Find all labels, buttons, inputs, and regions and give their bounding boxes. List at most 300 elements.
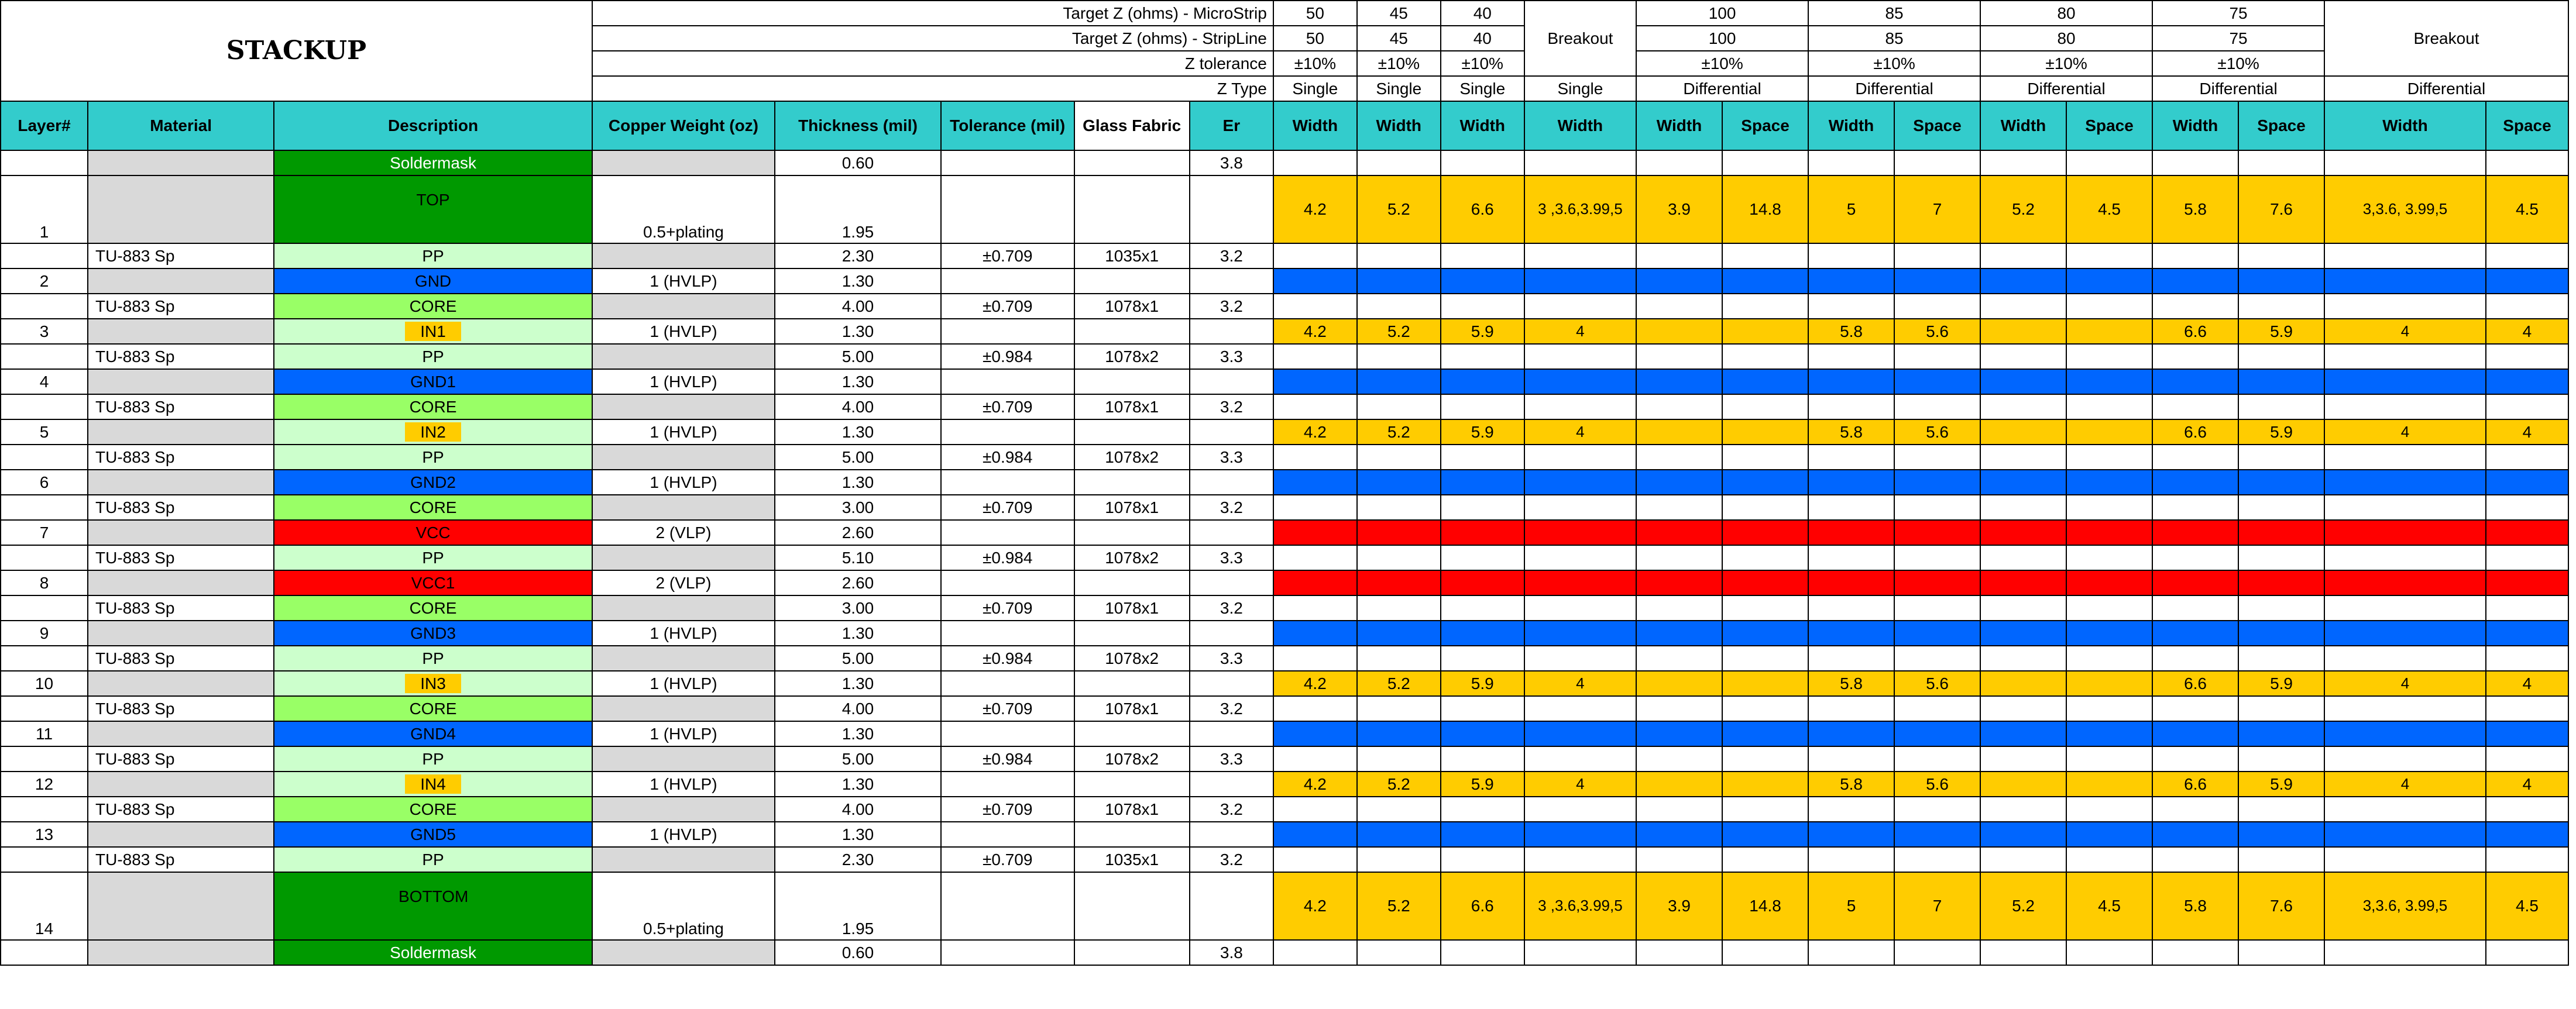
tolerance-value: ±0.709 [941,797,1074,822]
target-value: 40 [1441,1,1524,26]
stackup-body [1,150,2568,965]
er-value [1190,671,1273,696]
layer-description: PP [274,746,592,772]
impedance-cell [1894,268,1980,294]
impedance-cell [1980,721,2066,746]
copper-weight [592,394,775,419]
impedance-cell: 4 [1524,671,1636,696]
impedance-cell [1722,797,1808,822]
impedance-cell [2152,940,2238,965]
impedance-cell [1524,746,1636,772]
er-value: 3.3 [1190,445,1273,470]
impedance-cell [1894,445,1980,470]
thickness-value: 1.30 [775,822,941,847]
material-cell [88,369,274,394]
impedance-cell [1273,243,1357,268]
thickness-value: 1.30 [775,772,941,797]
tolerance-value: ±0.984 [941,445,1074,470]
impedance-cell [2152,646,2238,671]
impedance-cell [1273,621,1357,646]
impedance-cell [2066,419,2152,445]
impedance-cell [1722,268,1808,294]
impedance-cell [1808,520,1894,545]
impedance-cell [1808,595,1894,621]
impedance-cell: 14.8 [1722,872,1808,940]
tolerance-value: ±0.709 [941,394,1074,419]
tolerance-value [941,940,1074,965]
impedance-cell: 4 [2486,671,2568,696]
impedance-cell [2152,847,2238,872]
impedance-cell [2152,344,2238,369]
impedance-cell [1441,369,1524,394]
thickness-value: 5.00 [775,445,941,470]
impedance-cell [2238,595,2324,621]
impedance-cell [1273,545,1357,570]
stack-row [1,419,2568,445]
glass-fabric [1074,872,1190,940]
thickness-value: 4.00 [775,394,941,419]
layer-description [274,772,592,797]
material-cell: TU-883 Sp [88,545,274,570]
impedance-cell [1636,721,1722,746]
layer-number [1,847,88,872]
impedance-cell [2324,646,2486,671]
impedance-cell [2066,445,2152,470]
ztype-value: Differential [2324,76,2568,101]
tolerance-value: ±0.709 [941,595,1074,621]
tolerance-value [941,772,1074,797]
copper-weight [592,150,775,175]
impedance-cell [2324,940,2486,965]
impedance-cell [2238,243,2324,268]
impedance-cell [2066,696,2152,721]
impedance-cell [1273,570,1357,595]
impedance-cell [2486,369,2568,394]
material-cell: TU-883 Sp [88,394,274,419]
col-header-space: Space [1894,101,1980,150]
impedance-cell [1980,495,2066,520]
breakout-label: Breakout [1524,1,1636,76]
layer-description: CORE [274,294,592,319]
impedance-cell [2324,268,2486,294]
thickness-value: 4.00 [775,797,941,822]
tolerance-value: ±0.984 [941,746,1074,772]
impedance-cell [1722,520,1808,545]
impedance-cell [2238,721,2324,746]
impedance-cell [1636,797,1722,822]
impedance-cell [1980,150,2066,175]
glass-fabric: 1078x2 [1074,344,1190,369]
layer-description: Soldermask [274,150,592,175]
impedance-cell [1273,150,1357,175]
col-header-width: Width [1357,101,1441,150]
layer-description: GND [274,268,592,294]
tolerance-value [941,721,1074,746]
impedance-cell [2324,621,2486,646]
impedance-cell [1722,721,1808,746]
col-header-space: Space [2066,101,2152,150]
material-cell [88,940,274,965]
impedance-cell [1894,847,1980,872]
impedance-cell [1894,621,1980,646]
layer-description: PP [274,344,592,369]
impedance-cell [1808,570,1894,595]
impedance-cell [2066,595,2152,621]
impedance-cell: 4 [2486,419,2568,445]
glass-fabric: 1078x2 [1074,646,1190,671]
layer-number [1,797,88,822]
er-value [1190,570,1273,595]
impedance-cell [1524,621,1636,646]
tolerance-value [941,872,1074,940]
impedance-cell [2066,721,2152,746]
impedance-cell [1722,847,1808,872]
impedance-cell [1894,344,1980,369]
impedance-cell [1722,243,1808,268]
tolerance-value [941,570,1074,595]
impedance-cell: 5.2 [1980,872,2066,940]
thickness-value: 1.95 [775,872,941,940]
col-header-width: Width [1441,101,1524,150]
impedance-cell [1894,369,1980,394]
impedance-cell: 4 [1524,419,1636,445]
impedance-cell [2486,940,2568,965]
impedance-cell [2152,545,2238,570]
thickness-value: 1.30 [775,470,941,495]
impedance-cell [1894,646,1980,671]
tolerance-value: ±0.984 [941,646,1074,671]
target-value: 75 [2152,26,2324,51]
layer-description [274,671,592,696]
impedance-cell [1980,545,2066,570]
impedance-cell [2152,721,2238,746]
impedance-cell [1441,344,1524,369]
glass-fabric: 1035x1 [1074,847,1190,872]
thickness-value: 3.00 [775,495,941,520]
stack-row [1,319,2568,344]
impedance-cell [1524,150,1636,175]
er-value [1190,721,1273,746]
impedance-cell [2066,394,2152,419]
material-cell: TU-883 Sp [88,696,274,721]
stack-row [1,696,2568,721]
glass-fabric [1074,419,1190,445]
er-value [1190,772,1273,797]
impedance-cell [2324,570,2486,595]
impedance-cell [1273,696,1357,721]
impedance-cell [1524,495,1636,520]
er-value: 3.2 [1190,294,1273,319]
impedance-cell [1441,746,1524,772]
impedance-cell [1636,822,1722,847]
copper-weight [592,595,775,621]
impedance-cell [1808,797,1894,822]
impedance-cell: 6.6 [2152,419,2238,445]
col-header-width: Width [1808,101,1894,150]
impedance-cell: 3.9 [1636,872,1722,940]
col-header-layer: Layer# [1,101,88,150]
impedance-cell [2066,545,2152,570]
impedance-cell [2066,570,2152,595]
thickness-value: 5.00 [775,344,941,369]
impedance-cell [1722,671,1808,696]
impedance-cell [2152,470,2238,495]
impedance-cell [1357,797,1441,822]
impedance-cell [2238,545,2324,570]
impedance-cell [1894,822,1980,847]
impedance-cell [1808,445,1894,470]
impedance-cell [1722,621,1808,646]
impedance-cell [1524,369,1636,394]
impedance-cell [1722,445,1808,470]
layer-number: 5 [1,419,88,445]
impedance-cell [1722,344,1808,369]
layer-description: PP [274,646,592,671]
impedance-cell: 5.9 [1441,671,1524,696]
copper-weight [592,646,775,671]
impedance-cell [1273,940,1357,965]
impedance-cell [1636,470,1722,495]
header-label: Target Z (ohms) - StripLine [592,26,1273,51]
glass-fabric [1074,175,1190,243]
impedance-cell [1636,746,1722,772]
impedance-cell: 5.2 [1357,671,1441,696]
ztype-value: Differential [1980,76,2152,101]
tolerance-value: ±0.984 [941,545,1074,570]
layer-number: 4 [1,369,88,394]
impedance-cell [2066,470,2152,495]
impedance-cell [1273,394,1357,419]
tolerance-value [941,319,1074,344]
impedance-cell [1524,595,1636,621]
copper-weight: 1 (HVLP) [592,369,775,394]
material-cell [88,772,274,797]
impedance-cell [2152,394,2238,419]
impedance-cell [1357,394,1441,419]
stack-row [1,445,2568,470]
impedance-cell [1357,940,1441,965]
layer-description: CORE [274,394,592,419]
impedance-cell [2066,746,2152,772]
impedance-cell [1722,646,1808,671]
impedance-cell [1441,243,1524,268]
layer-number: 7 [1,520,88,545]
impedance-cell [1980,344,2066,369]
er-value: 3.2 [1190,495,1273,520]
tolerance-value: ±0.709 [941,696,1074,721]
impedance-cell [1357,822,1441,847]
impedance-cell: 5.8 [2152,872,2238,940]
impedance-cell: 3.9 [1636,175,1722,243]
material-cell [88,520,274,545]
impedance-cell: 7 [1894,175,1980,243]
tolerance-value [941,671,1074,696]
impedance-cell [1524,394,1636,419]
impedance-cell [2486,344,2568,369]
impedance-cell [1524,294,1636,319]
material-cell: TU-883 Sp [88,646,274,671]
impedance-cell [2066,243,2152,268]
impedance-cell [1273,797,1357,822]
glass-fabric: 1078x1 [1074,394,1190,419]
glass-fabric: 1078x2 [1074,445,1190,470]
impedance-cell [1808,495,1894,520]
stack-row [1,520,2568,545]
thickness-value: 5.00 [775,646,941,671]
impedance-cell [1894,940,1980,965]
copper-weight [592,294,775,319]
impedance-cell [2238,495,2324,520]
impedance-cell [1273,520,1357,545]
impedance-cell [2324,721,2486,746]
material-cell [88,872,274,940]
er-value: 3.2 [1190,847,1273,872]
impedance-cell: 4 [2486,319,2568,344]
impedance-cell: 4 [1524,319,1636,344]
impedance-cell [2238,294,2324,319]
copper-weight [592,797,775,822]
impedance-cell [1808,940,1894,965]
tolerance-value: ±0.709 [941,243,1074,268]
stack-row [1,797,2568,822]
impedance-cell [1808,746,1894,772]
layer-number [1,495,88,520]
impedance-cell [1273,495,1357,520]
glass-fabric: 1078x1 [1074,696,1190,721]
thickness-value: 5.10 [775,545,941,570]
impedance-cell [2238,445,2324,470]
col-header-space: Space [2238,101,2324,150]
impedance-cell: 3,3.6, 3.99,5 [2324,175,2486,243]
ztype-value: Differential [2152,76,2324,101]
glass-fabric [1074,721,1190,746]
impedance-cell [2238,746,2324,772]
impedance-cell [2486,621,2568,646]
ztype-value: Single [1357,76,1441,101]
stack-row [1,721,2568,746]
impedance-cell [1441,294,1524,319]
impedance-cell [2486,696,2568,721]
target-value: 80 [1980,1,2152,26]
thickness-value: 1.30 [775,268,941,294]
impedance-cell [1441,545,1524,570]
stack-row [1,872,2568,940]
impedance-cell [1636,419,1722,445]
impedance-cell [1636,294,1722,319]
col-header-width: Width [1636,101,1722,150]
impedance-cell [1894,570,1980,595]
impedance-cell [2486,847,2568,872]
impedance-cell [2486,721,2568,746]
impedance-cell [1894,595,1980,621]
copper-weight [592,696,775,721]
target-value: 100 [1636,26,1808,51]
tolerance-value [941,150,1074,175]
impedance-cell [1980,822,2066,847]
impedance-cell: 5.6 [1894,772,1980,797]
col-header-material: Material [88,101,274,150]
er-value: 3.3 [1190,746,1273,772]
impedance-cell: 4.5 [2066,872,2152,940]
impedance-cell [2152,150,2238,175]
impedance-cell [1441,495,1524,520]
layer-number: 1 [1,175,88,243]
impedance-cell [2152,822,2238,847]
impedance-cell [1808,621,1894,646]
impedance-cell [2486,495,2568,520]
glass-fabric [1074,470,1190,495]
glass-fabric: 1078x1 [1074,595,1190,621]
glass-fabric [1074,268,1190,294]
impedance-cell: 5.9 [1441,772,1524,797]
copper-weight: 1 (HVLP) [592,319,775,344]
impedance-cell [1357,721,1441,746]
stack-row [1,671,2568,696]
impedance-cell [2066,150,2152,175]
impedance-cell [1980,746,2066,772]
impedance-cell [1636,150,1722,175]
impedance-cell [1636,344,1722,369]
impedance-cell [1980,621,2066,646]
layer-number: 3 [1,319,88,344]
impedance-cell: 6.6 [2152,772,2238,797]
glass-fabric [1074,319,1190,344]
impedance-cell [2152,520,2238,545]
impedance-cell [1722,369,1808,394]
signal-pad: IN2 [405,422,461,442]
copper-weight: 1 (HVLP) [592,470,775,495]
breakout-label: Breakout [2324,1,2568,76]
tolerance-value [941,822,1074,847]
er-value [1190,520,1273,545]
impedance-cell: 5.9 [2238,772,2324,797]
impedance-cell: 5.8 [1808,319,1894,344]
col-header-width: Width [2152,101,2238,150]
layer-number: 6 [1,470,88,495]
impedance-cell [1441,940,1524,965]
impedance-cell [1722,595,1808,621]
thickness-value: 1.30 [775,319,941,344]
impedance-cell [2152,621,2238,646]
signal-pad: IN1 [405,322,461,341]
impedance-cell [2152,746,2238,772]
er-value: 3.2 [1190,394,1273,419]
impedance-cell [1808,150,1894,175]
impedance-cell [1357,746,1441,772]
impedance-cell [2152,696,2238,721]
thickness-value: 3.00 [775,595,941,621]
impedance-cell [2152,243,2238,268]
material-cell: TU-883 Sp [88,595,274,621]
material-cell: TU-883 Sp [88,847,274,872]
impedance-cell [2152,495,2238,520]
impedance-cell [1894,495,1980,520]
impedance-cell [2238,268,2324,294]
layer-description: GND2 [274,470,592,495]
layer-description: GND4 [274,721,592,746]
impedance-cell [1524,847,1636,872]
impedance-cell [1441,570,1524,595]
impedance-cell [2152,369,2238,394]
layer-description: PP [274,847,592,872]
impedance-cell [2152,268,2238,294]
impedance-cell [1273,470,1357,495]
impedance-cell [2324,520,2486,545]
impedance-cell [2486,570,2568,595]
copper-weight: 1 (HVLP) [592,419,775,445]
tolerance-value: ±0.984 [941,344,1074,369]
impedance-cell [2066,822,2152,847]
